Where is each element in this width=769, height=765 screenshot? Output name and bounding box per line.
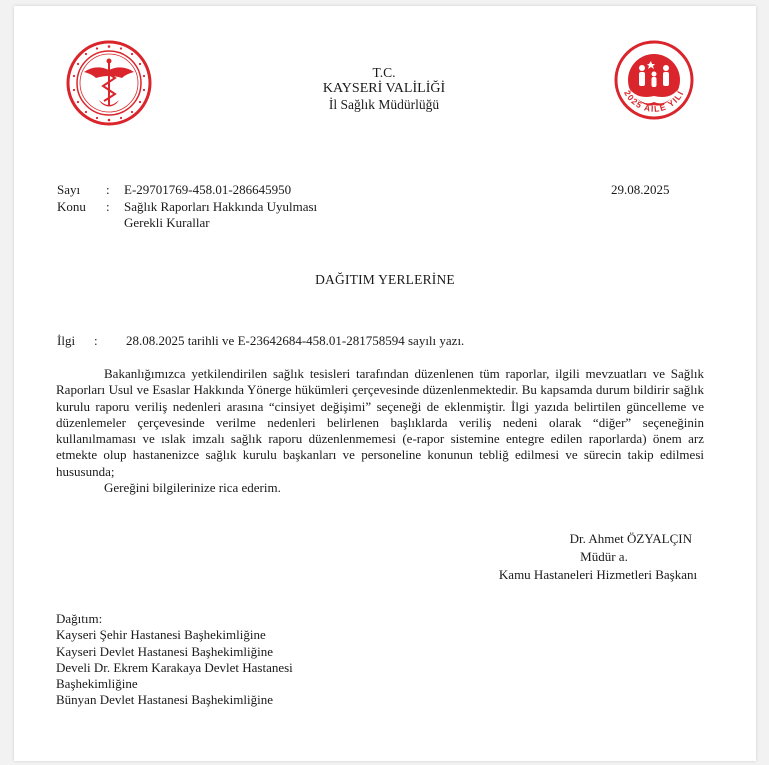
header-governorship: KAYSERİ VALİLİĞİ bbox=[322, 81, 446, 96]
list-item: Bünyan Devlet Hastanesi Başhekimliğine bbox=[56, 692, 273, 708]
list-item: Başhekimliğine bbox=[56, 676, 138, 692]
distribution-label: Dağıtım: bbox=[56, 611, 103, 626]
logo-year-text: 2025 AİLE YILI bbox=[622, 88, 686, 114]
sayi-colon: : bbox=[106, 182, 110, 197]
body-paragraph-1: Bakanlığımızca yetkilendirilen sağlık tesisleri tarafından düzenlenen tüm raporlar, ilgili mevzuatları ve Sağlık Raporları Usul ve Esaslar Hakkında Yönerge hükümleri çerçevesinde düzenlenmektedir. Bu kapsamda durum bildirir sağlık kurulu raporu veriliş nedenleri arasına “cinsiyet değişimi” seçeneği de eklenmiştir. İlgi yazıda belirtilen güncelleme ve düzenlemeler çerçevesinde verilme nedenleri belirlenen başlıklarda veriliş nedeni olarak “diğer” seçeneğinin kullanılmaması ve ıslak imzalı sağlık raporu düzenlenmemesi (e-rapor sistemine entegre edilen raporlarda) önem arz etmekte olup hastanenizce sağlık kurulu başkanları ve personeline konunun tebliğ edilmesi ve sürecin takip edilmesi hususunda; bbox=[56, 366, 704, 479]
konu-line-1: Sağlık Raporları Hakkında Uyulması bbox=[124, 199, 318, 214]
list-item: Kayseri Şehir Hastanesi Başhekimliğine bbox=[56, 627, 266, 643]
body-paragraph-2: Gereğini bilgilerinize rica ederim. bbox=[104, 480, 281, 496]
signatory-title: Müdür a. bbox=[580, 549, 628, 564]
konu-colon: : bbox=[106, 199, 110, 214]
signatory-role: Kamu Hastaneleri Hizmetleri Başkanı bbox=[498, 567, 698, 582]
konu-line-2: Gerekli Kurallar bbox=[124, 215, 210, 230]
ilgi-label: İlgi bbox=[57, 333, 76, 348]
sayi-value: E-29701769-458.01-286645950 bbox=[124, 182, 292, 197]
distribution-list bbox=[56, 611, 293, 709]
header-directorate: İl Sağlık Müdürlüğü bbox=[328, 97, 440, 112]
distribution-heading: DAĞITIM YERLERİNE bbox=[315, 272, 455, 287]
document-page bbox=[14, 6, 756, 761]
sayi-label: Sayı bbox=[57, 182, 81, 197]
konu-label: Konu bbox=[57, 199, 86, 214]
ilgi-colon: : bbox=[94, 333, 98, 348]
letter-body bbox=[56, 366, 704, 496]
signatory-name: Dr. Ahmet ÖZYALÇIN bbox=[569, 531, 692, 546]
list-item: Develi Dr. Ekrem Karakaya Devlet Hastanesi bbox=[56, 659, 293, 675]
header-line-tc: T.C. bbox=[372, 65, 396, 80]
ilgi-value: 28.08.2025 tarihli ve E-23642684-458.01-281758594 sayılı yazı. bbox=[126, 333, 465, 348]
list-item: Kayseri Devlet Hastanesi Başhekimliğine bbox=[56, 643, 273, 659]
ministry-of-health-seal-icon bbox=[66, 40, 152, 126]
family-year-logo-icon bbox=[609, 38, 699, 132]
document-date: 29.08.2025 bbox=[611, 182, 670, 197]
